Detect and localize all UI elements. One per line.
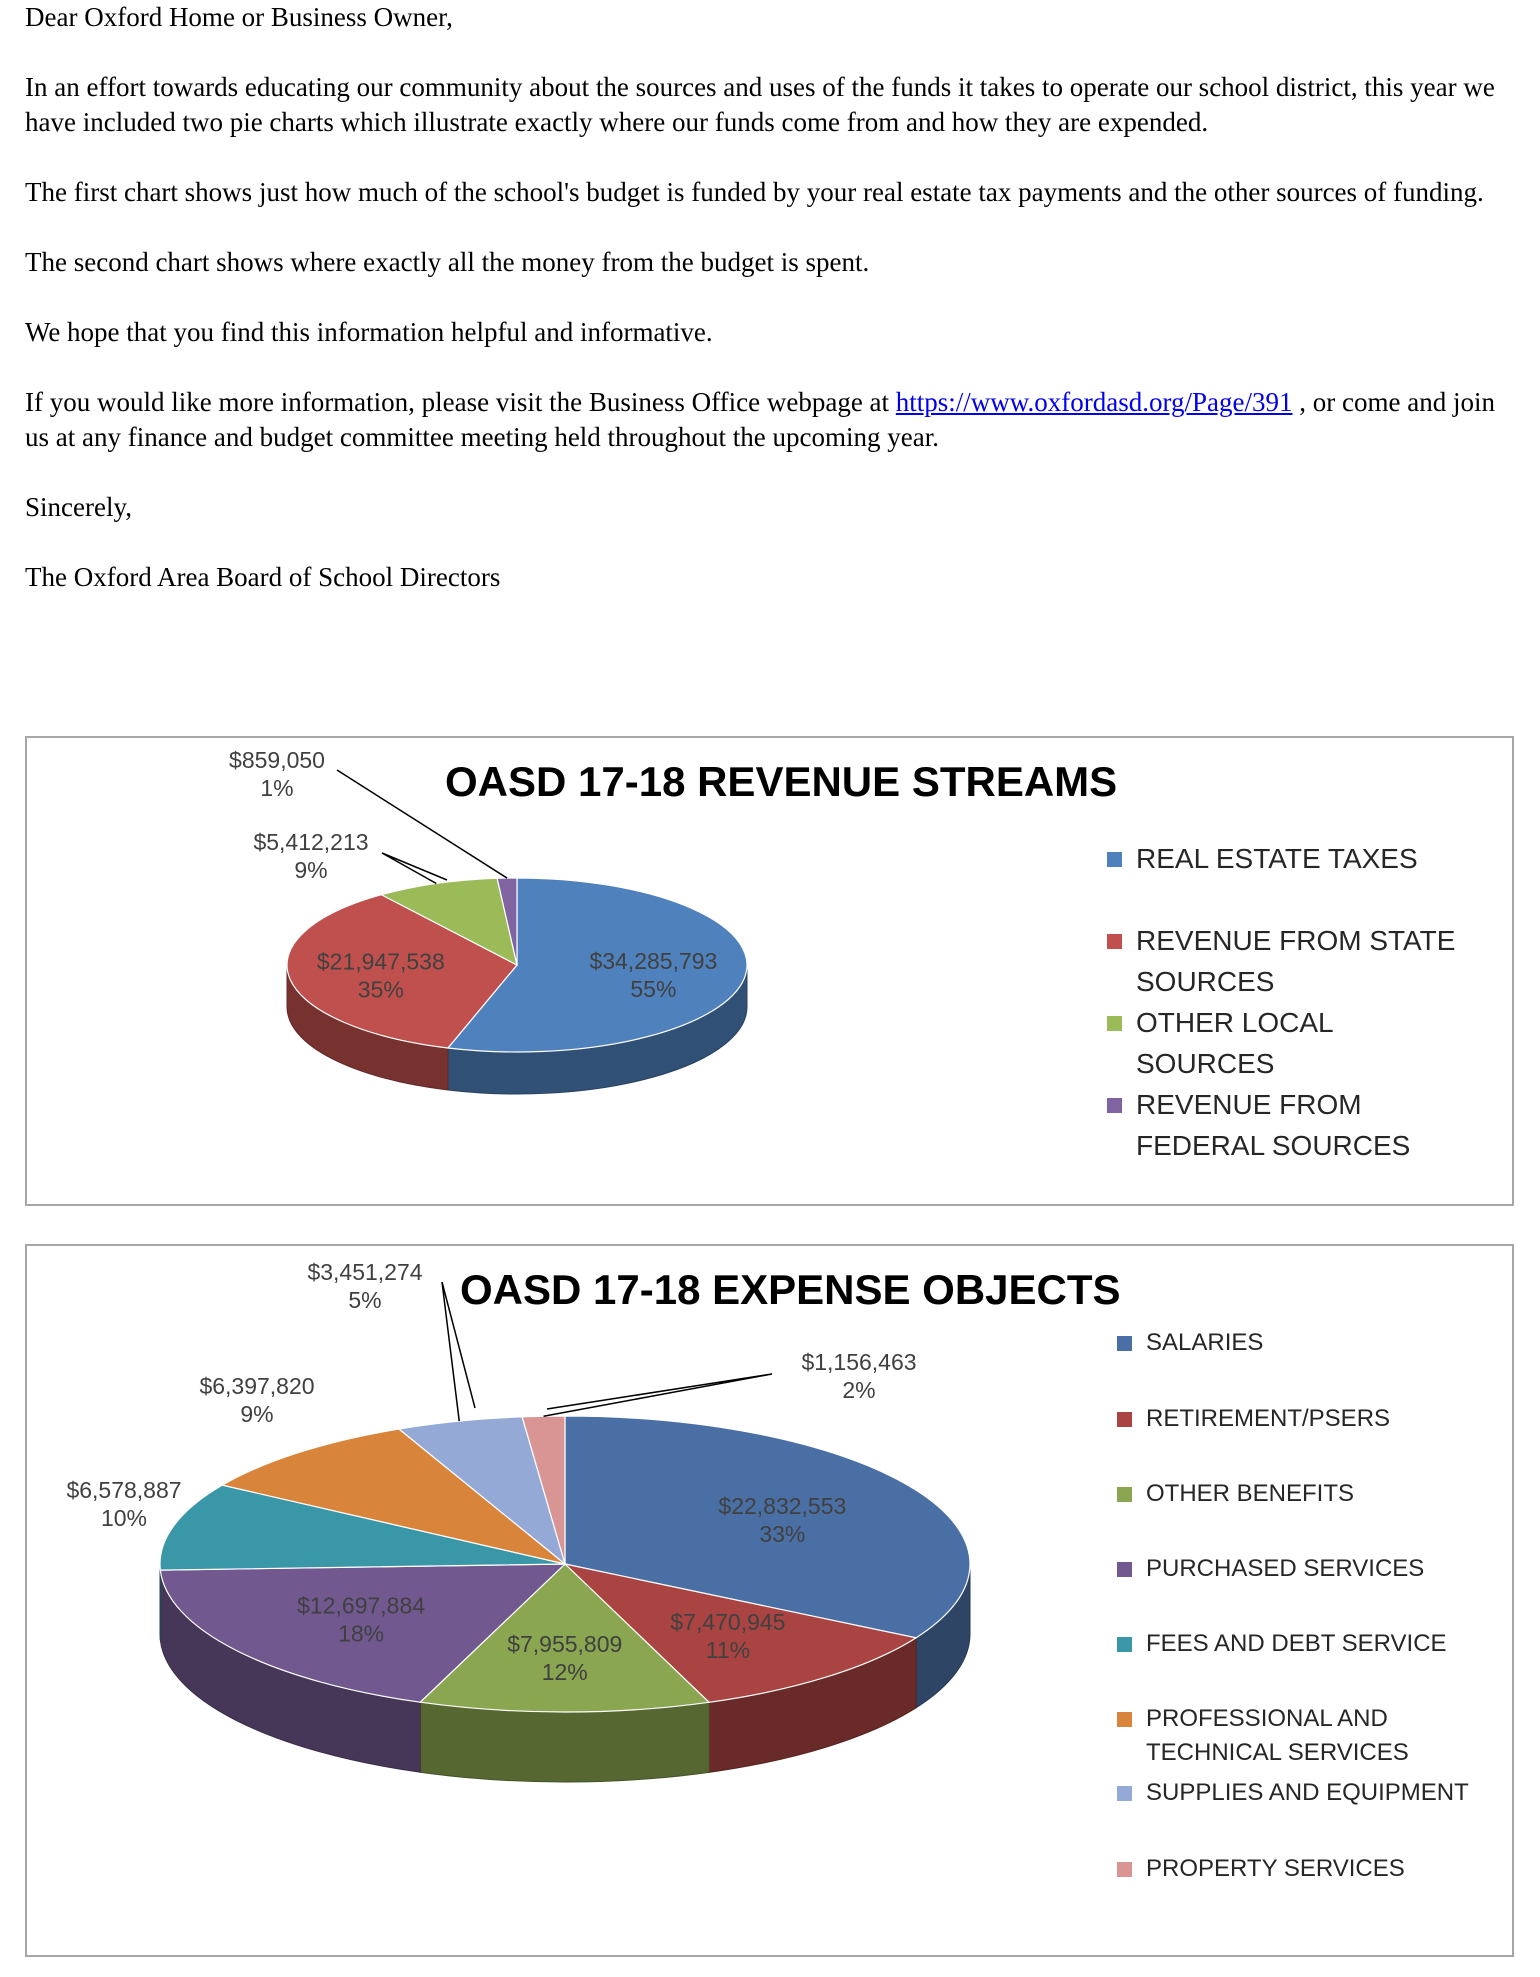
- paragraph-intro: In an effort towards educating our community about the sources and uses of the funds it takes to operate our school district, this year we have included two pie charts which illustrate exactly where our funds come from and how they are expended.: [25, 72, 1495, 137]
- legend-label: RETIREMENT/PSERS: [1146, 1405, 1391, 1432]
- legend-swatch: [1107, 852, 1122, 867]
- paragraph-first-chart: The first chart shows just how much of the school's budget is funded by your real estate tax payments and the other sources of funding.: [25, 177, 1484, 207]
- expense-percent-label-retirement-psers: 11%: [705, 1636, 751, 1663]
- revenue-leader-other-local-sources: [382, 853, 447, 884]
- legend-swatch: [1117, 1412, 1132, 1427]
- legend-swatch: [1117, 1336, 1132, 1351]
- paragraph-hope: We hope that you find this information helpful and informative.: [25, 317, 713, 347]
- expense-side-other-benefits: [420, 1702, 709, 1782]
- legend-label: REAL ESTATE TAXES: [1136, 843, 1418, 874]
- legend-label: OTHER LOCAL SOURCES: [1136, 1007, 1333, 1079]
- legend-label: FEES AND DEBT SERVICE: [1146, 1630, 1447, 1657]
- closing: Sincerely,: [25, 492, 132, 522]
- legend-swatch: [1117, 1786, 1132, 1801]
- expense-value-label-salaries: $22,832,553: [718, 1493, 847, 1520]
- revenue-percent-label-revenue-from-federal-sources: 1%: [260, 775, 294, 801]
- business-office-link[interactable]: https://www.oxfordasd.org/Page/391: [895, 387, 1293, 417]
- letter-body: [25, 0, 1515, 630]
- legend-swatch: [1117, 1487, 1132, 1502]
- legend-label: SALARIES: [1146, 1329, 1264, 1356]
- paragraph-second-chart: The second chart shows where exactly all the money from the budget is spent.: [25, 247, 870, 277]
- expense-percent-label-supplies-and-equipment: 5%: [348, 1287, 382, 1313]
- expense-value-label-fees-and-debt-service: $6,578,887: [66, 1477, 182, 1503]
- expense-percent-label-other-benefits: 12%: [541, 1658, 588, 1685]
- revenue-value-label-real-estate-taxes: $34,285,793: [589, 947, 718, 974]
- legend-label: PROFESSIONAL AND TECHNICAL SERVICES: [1146, 1705, 1409, 1766]
- revenue-chart-panel: [25, 736, 1514, 1206]
- legend-label: REVENUE FROM FEDERAL SOURCES: [1136, 1089, 1411, 1161]
- legend-swatch: [1117, 1562, 1132, 1577]
- expense-percent-label-professional-and-technical-services: 9%: [240, 1401, 274, 1427]
- expense-value-label-purchased-services: $12,697,884: [297, 1592, 426, 1619]
- legend-swatch: [1107, 934, 1122, 949]
- expense-percent-label-fees-and-debt-service: 10%: [100, 1505, 148, 1531]
- expense-pie: [160, 1416, 970, 1782]
- expense-value-label-other-benefits: $7,955,809: [507, 1630, 623, 1657]
- revenue-pie: [287, 878, 747, 1094]
- expense-leader-property-services: [544, 1374, 772, 1416]
- expense-value-label-retirement-psers: $7,470,945: [670, 1608, 786, 1635]
- revenue-chart-title: OASD 17-18 REVENUE STREAMS: [445, 758, 1118, 805]
- expense-percent-label-property-services: 2%: [842, 1377, 876, 1403]
- legend-swatch: [1117, 1637, 1132, 1652]
- legend-swatch: [1117, 1862, 1132, 1877]
- legend-label: PROPERTY SERVICES: [1146, 1855, 1405, 1882]
- expense-chart-panel: [25, 1244, 1514, 1957]
- expense-value-label-property-services: $1,156,463: [801, 1349, 917, 1375]
- more-info-text-end: , or come and join us at any finance and budget committee meeting held throughout the upcoming year.: [25, 387, 1495, 452]
- expense-value-label-supplies-and-equipment: $3,451,274: [307, 1259, 423, 1285]
- revenue-percent-label-real-estate-taxes: 55%: [630, 975, 677, 1002]
- greeting: Dear Oxford Home or Business Owner,: [25, 2, 453, 32]
- expense-value-label-professional-and-technical-services: $6,397,820: [199, 1373, 315, 1399]
- expense-percent-label-purchased-services: 18%: [338, 1620, 385, 1647]
- revenue-percent-label-revenue-from-state-sources: 35%: [357, 976, 404, 1003]
- legend-swatch: [1117, 1712, 1132, 1727]
- legend-label: OTHER BENEFITS: [1146, 1480, 1355, 1507]
- signature: The Oxford Area Board of School Directors: [25, 562, 501, 592]
- revenue-value-label-revenue-from-federal-sources: $859,050: [229, 747, 325, 773]
- legend-label: SUPPLIES AND EQUIPMENT: [1146, 1779, 1469, 1806]
- legend-swatch: [1107, 1016, 1122, 1031]
- revenue-percent-label-other-local-sources: 9%: [294, 857, 328, 883]
- expense-chart-title: OASD 17-18 EXPENSE OBJECTS: [460, 1266, 1121, 1313]
- revenue-value-label-revenue-from-state-sources: $21,947,538: [316, 948, 445, 975]
- revenue-value-label-other-local-sources: $5,412,213: [253, 829, 369, 855]
- legend-label: REVENUE FROM STATE SOURCES: [1136, 925, 1456, 997]
- more-info-text: If you would like more information, please visit the Business Office webpage at: [25, 387, 896, 417]
- legend-label: PURCHASED SERVICES: [1146, 1555, 1425, 1582]
- expense-percent-label-salaries: 33%: [759, 1521, 806, 1548]
- paragraph-more-info: [25, 385, 1515, 455]
- legend-swatch: [1107, 1098, 1122, 1113]
